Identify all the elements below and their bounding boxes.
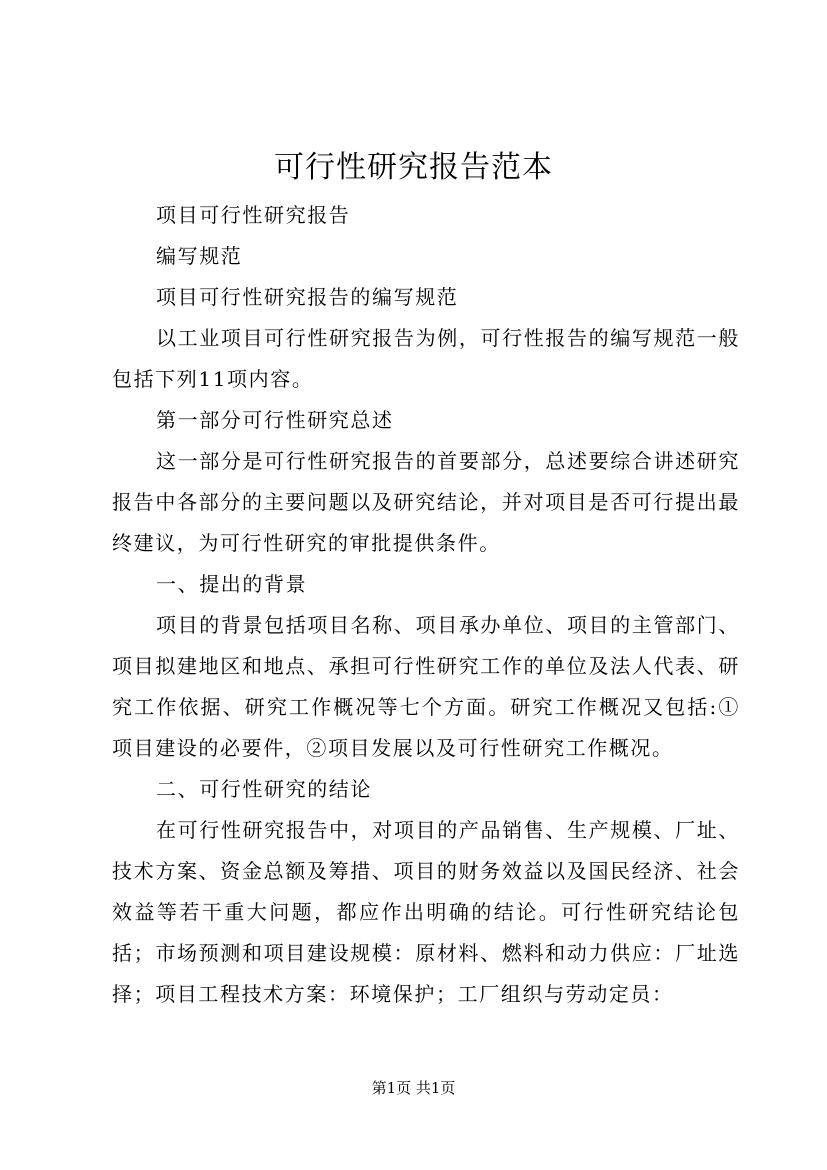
paragraph-part-one-body: 这一部分是可行性研究报告的首要部分，总述要综合讲述研究报告中各部分的主要问题以及研究结论，并对项目是否可行提出最终建议，为可行性研究的审批提供条件。 (112, 449, 740, 555)
paragraph-intro: 以工业项目可行性研究报告为例，可行性报告的编写规范一般包括下列11项内容。 (112, 326, 740, 391)
paragraph-conclusion-heading: 二、可行性研究的结论 (156, 777, 372, 801)
document-body (112, 195, 740, 1015)
paragraph-conclusion-body: 在可行性研究报告中，对项目的产品销售、生产规模、厂址、技术方案、资金总额及筹措、项目的财务效益以及国民经济、社会效益等若干重大问题，都应作出明确的结论。可行性研究结论包括；市场预测和项目建设规模：原材料、燃料和动力供应：厂址选择；项目工程技术方案：环境保护；工厂组织与劳动定员： (112, 818, 740, 1006)
paragraph-subtitle: 项目可行性研究报告 (156, 203, 351, 227)
paragraph-heading: 项目可行性研究报告的编写规范 (156, 285, 459, 309)
paragraph-part-one-heading: 第一部分可行性研究总述 (156, 408, 394, 432)
document-title: 可行性研究报告范本 (274, 150, 553, 185)
page-number: 第1页 共1页 (371, 1079, 456, 1097)
paragraph-background-heading: 一、提出的背景 (156, 572, 308, 596)
paragraph-background-body: 项目的背景包括项目名称、项目承办单位、项目的主管部门、项目拟建地区和地点、承担可行性研究工作的单位及法人代表、研究工作依据、研究工作概况等七个方面。研究工作概况又包括:①项目建设的必要件，②项目发展以及可行性研究工作概况。 (112, 613, 740, 760)
paragraph-section-label: 编写规范 (156, 244, 243, 268)
